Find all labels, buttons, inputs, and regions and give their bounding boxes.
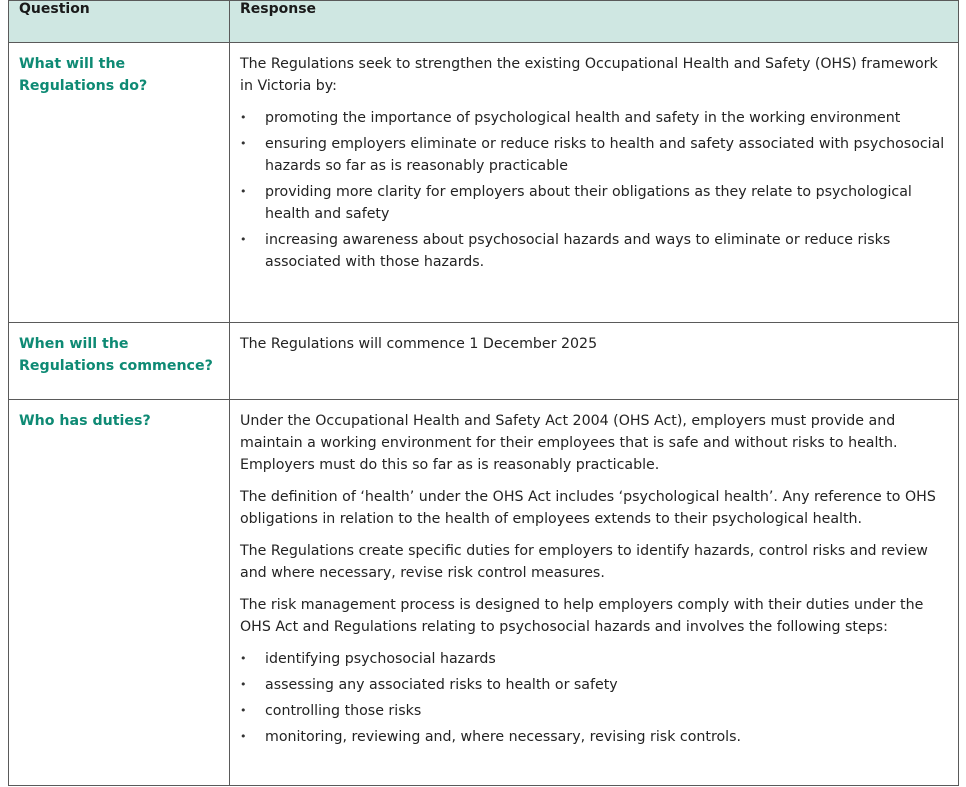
bullet-item: • increasing awareness about psychosocial hazards and ways to eliminate or reduce risks associated with those hazards. [240, 229, 948, 273]
response-paragraph: The definition of ‘health’ under the OHS Act includes ‘psychological health’. Any reference to OHS obligations in relation to the health of employees extends to their psychological health. [240, 489, 936, 527]
question-cell: Who has duties? [9, 400, 230, 786]
table-header-row [9, 1, 959, 43]
bullet-list [240, 648, 948, 748]
question-cell: When will the Regulations commence? [9, 323, 230, 400]
response-cell [230, 43, 959, 323]
response-paragraph: The risk management process is designed to help employers comply with their duties under the OHS Act and Regulations relating to psychosocial hazards and involves the following steps: [240, 597, 924, 635]
bullet-item: • promoting the importance of psychological health and safety in the working environment [240, 107, 948, 129]
question-cell: What will the Regulations do? [9, 43, 230, 323]
table-row [9, 43, 959, 323]
table-row [9, 323, 959, 400]
response-cell [230, 323, 959, 400]
header-question: Question [9, 1, 230, 43]
response-paragraph: The Regulations seek to strengthen the existing Occupational Health and Safety (OHS) framework in Victoria by: [240, 56, 938, 94]
response-paragraph: The Regulations create specific duties for employers to identify hazards, control risks and review and where necessary, revise risk control measures. [240, 543, 928, 581]
response-paragraph: The Regulations will commence 1 December 2025 [240, 336, 598, 352]
bullet-item: • controlling those risks [240, 700, 948, 722]
table-row [9, 400, 959, 786]
header-response: Response [230, 1, 959, 43]
bullet-list [240, 107, 948, 273]
bullet-item: • ensuring employers eliminate or reduce risks to health and safety associated with psychosocial hazards so far as is reasonably practicable [240, 133, 948, 177]
response-cell [230, 400, 959, 786]
qa-table [8, 0, 959, 786]
response-paragraph: Under the Occupational Health and Safety Act 2004 (OHS Act), employers must provide and maintain a working environment for their employees that is safe and without risks to health. Employers must do this so far as is reasonably practicable. [240, 413, 898, 473]
bullet-item: • monitoring, reviewing and, where necessary, revising risk controls. [240, 726, 948, 748]
bullet-item: • assessing any associated risks to health or safety [240, 674, 948, 696]
bullet-item: • identifying psychosocial hazards [240, 648, 948, 670]
bullet-item: • providing more clarity for employers about their obligations as they relate to psychological health and safety [240, 181, 948, 225]
